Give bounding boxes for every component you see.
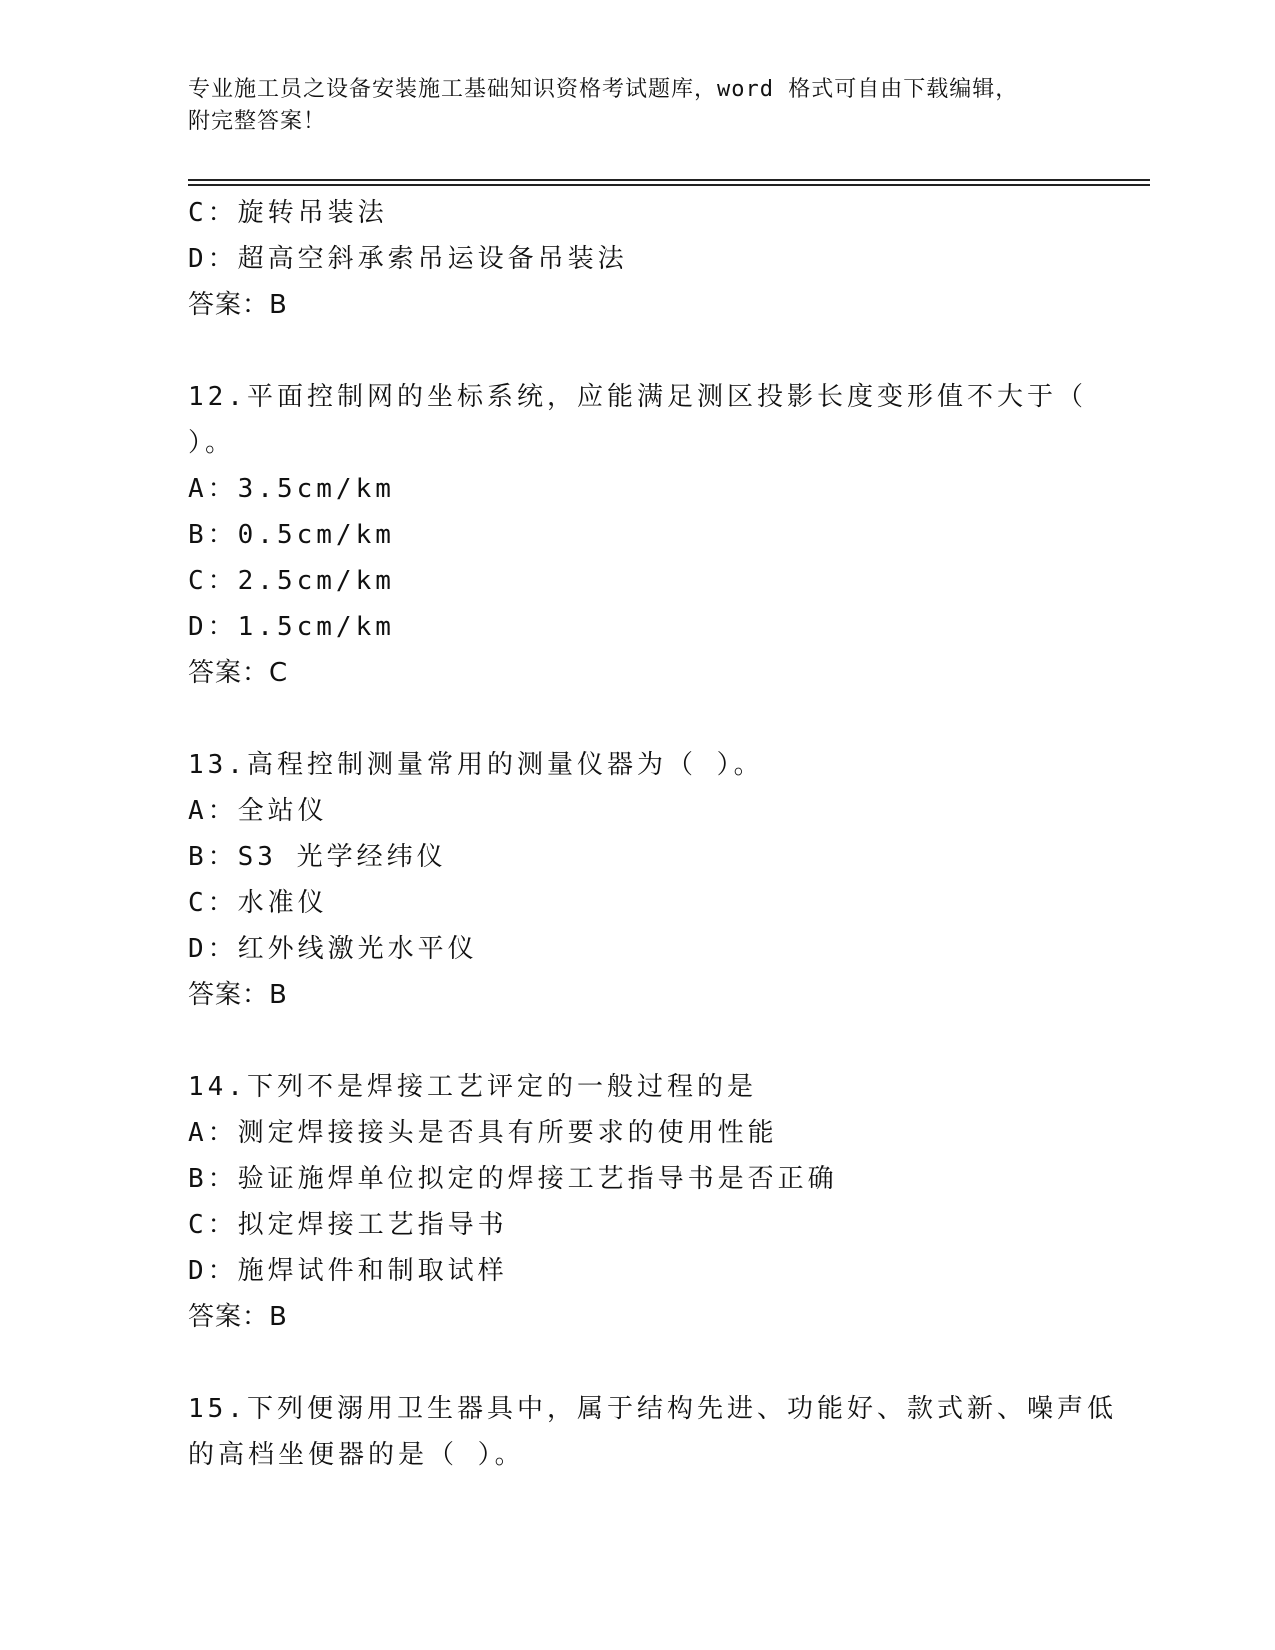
option-c: C：2.5cm/km — [188, 566, 395, 596]
option-d: D：施焊试件和制取试样 — [188, 1256, 508, 1286]
spacer — [188, 328, 1088, 374]
option-c: C：水准仪 — [188, 888, 328, 918]
option-a: A：3.5cm/km — [188, 474, 395, 504]
option-a: A：测定焊接接头是否具有所要求的使用性能 — [188, 1118, 778, 1148]
option-d: D：红外线激光水平仪 — [188, 934, 478, 964]
option-b: B：验证施焊单位拟定的焊接工艺指导书是否正确 — [188, 1164, 838, 1194]
header-line-1: 专业施工员之设备安装施工基础知识资格考试题库，word 格式可自由下载编辑， — [188, 77, 1019, 102]
question-12 — [188, 374, 1088, 696]
answer-line: 答案：C — [188, 658, 289, 688]
option-d: D：1.5cm/km — [188, 612, 395, 642]
question-14 — [188, 1064, 1088, 1340]
answer-line: 答案：B — [188, 980, 288, 1010]
answer-line: 答案：B — [188, 290, 288, 320]
question-stem: 13.高程控制测量常用的测量仪器为（ ）。 — [188, 750, 764, 780]
question-stem: 15.下列便溺用卫生器具中，属于结构先进、功能好、款式新、噪声低 — [188, 1394, 1117, 1424]
question-stem: 12.平面控制网的坐标系统，应能满足测区投影长度变形值不大于（ — [188, 382, 1087, 412]
header-divider-bottom — [188, 184, 1150, 186]
question-list — [188, 190, 1117, 1478]
option-b: B：S3 光学经纬仪 — [188, 842, 447, 872]
spacer — [188, 1340, 1088, 1386]
question-11 — [188, 190, 1088, 328]
spacer — [188, 696, 1088, 742]
option-d: D：超高空斜承索吊运设备吊装法 — [188, 244, 628, 274]
spacer — [188, 1018, 1088, 1064]
question-stem-continued: 的高档坐便器的是（ ）。 — [188, 1440, 525, 1470]
option-b: B：0.5cm/km — [188, 520, 395, 550]
header-line-2: 附完整答案！ — [188, 109, 327, 134]
document-header — [188, 74, 1068, 138]
header-divider-top — [188, 179, 1150, 181]
answer-line: 答案：B — [188, 1302, 288, 1332]
question-13 — [188, 742, 1088, 1018]
option-a: A：全站仪 — [188, 796, 328, 826]
option-c: C：拟定焊接工艺指导书 — [188, 1210, 508, 1240]
question-15 — [188, 1386, 1117, 1478]
option-c: C：旋转吊装法 — [188, 198, 388, 228]
question-stem: 14.下列不是焊接工艺评定的一般过程的是 — [188, 1072, 757, 1102]
question-stem-continued: ）。 — [188, 428, 236, 458]
